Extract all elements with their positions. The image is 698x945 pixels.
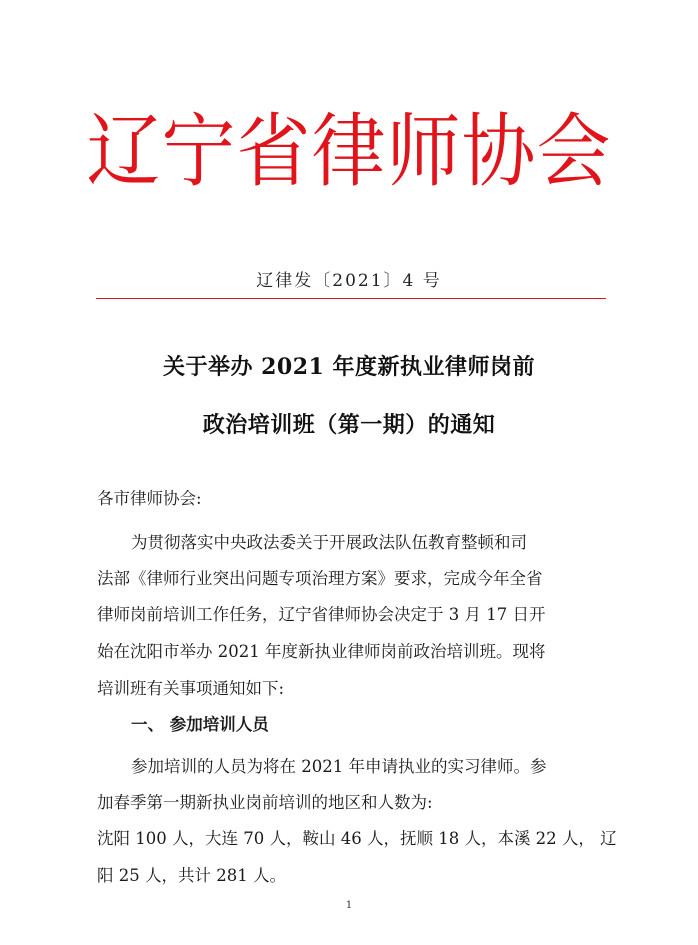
paragraph-line: 法部《律师行业突出问题专项治理方案》要求，完成今年全省 xyxy=(97,569,543,588)
paragraph-line: 阳 25 人，共计 281 人。 xyxy=(97,866,286,885)
paragraph-line: 律师岗前培训工作任务，辽宁省律师协会决定于 3 月 17 日开 xyxy=(97,605,546,624)
notice-title-line-2: 政治培训班（第一期）的通知 xyxy=(202,412,496,438)
paragraph-line: 始在沈阳市举办 2021 年度新执业律师岗前政治培训班。现将 xyxy=(97,642,546,661)
salutation: 各市律师协会: xyxy=(97,489,202,508)
page-number: 1 xyxy=(345,900,353,911)
document-number: 辽律发〔2021〕4 号 xyxy=(256,271,442,291)
paragraph-line: 沈阳 100 人，大连 70 人，鞍山 46 人，抚顺 18 人，本溪 22 人， 辽 xyxy=(97,829,617,848)
red-divider xyxy=(96,298,606,299)
paragraph-line: 参加培训的人员为将在 2021 年申请执业的实习律师。参 xyxy=(131,757,547,776)
section-heading: 一、 参加培训人员 xyxy=(131,715,269,734)
notice-title-line-1: 关于举办 2021 年度新执业律师岗前 xyxy=(162,354,536,380)
paragraph-line: 为贯彻落实中央政法委关于开展政法队伍教育整顿和司 xyxy=(131,533,527,552)
paragraph-line: 培训班有关事项通知如下: xyxy=(97,679,285,698)
paragraph-line: 加春季第一期新执业岗前培训的地区和人数为: xyxy=(97,793,433,812)
letterhead-title: 辽宁省律师协会 xyxy=(86,105,612,199)
